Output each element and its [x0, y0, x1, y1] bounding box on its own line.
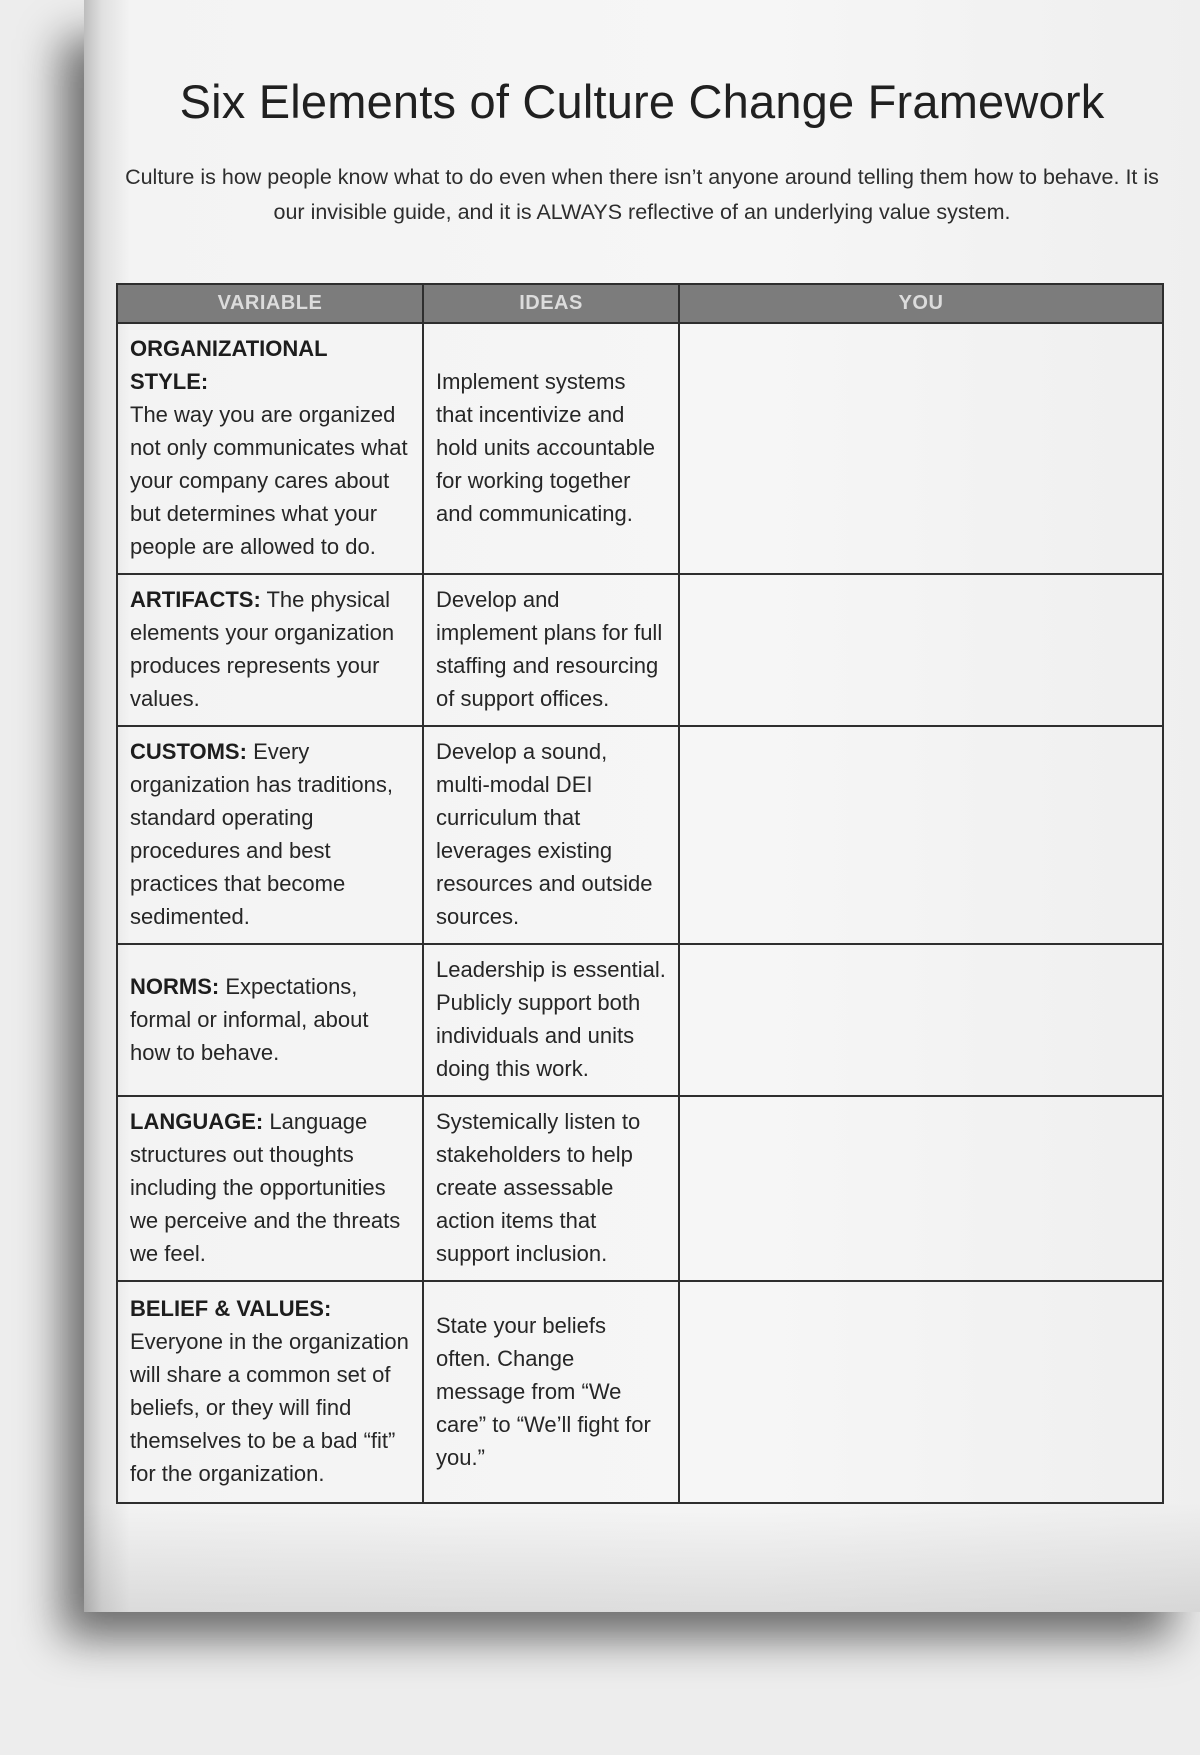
variable-term: BELIEF & VALUES:: [130, 1296, 332, 1321]
header-variable: VARIABLE: [117, 284, 423, 323]
you-cell: [679, 574, 1163, 726]
variable-cell: [117, 726, 423, 944]
variable-term: ARTIFACTS:: [130, 587, 261, 612]
variable-cell: [117, 1281, 423, 1503]
variable-cell: [117, 944, 423, 1096]
variable-description: Expectations, formal or informal, about how to behave.: [130, 973, 369, 1065]
variable-term: CUSTOMS:: [130, 739, 247, 764]
ideas-cell: Leadership is essential. Publicly support both individuals and units doing this work.: [423, 944, 679, 1096]
ideas-cell: Develop and implement plans for full staffing and resourcing of support offices.: [423, 574, 679, 726]
variable-description: The way you are organized not only communicates what your company cares about but determines what your people are allowed to do.: [130, 402, 408, 559]
ideas-cell: Develop a sound, multi-modal DEI curriculum that leverages existing resources and outside sources.: [423, 726, 679, 944]
you-cell: [679, 1281, 1163, 1503]
variable-cell: [117, 323, 423, 574]
ideas-cell: State your beliefs often. Change message from “We care” to “We’ll fight for you.”: [423, 1281, 679, 1503]
header-ideas: IDEAS: [423, 284, 679, 323]
header-row: [117, 284, 1163, 323]
variable-cell: [117, 1096, 423, 1281]
ideas-cell: Systemically listen to stakeholders to help create assessable action items that support inclusion.: [423, 1096, 679, 1281]
variable-description: Every organization has traditions, standard operating procedures and best practices that become sedimented.: [130, 739, 393, 929]
header-you: YOU: [679, 284, 1163, 323]
variable-description: The physical elements your organization produces represents your values.: [130, 587, 395, 711]
you-cell: [679, 1096, 1163, 1281]
page-title: Six Elements of Culture Change Framework: [179, 75, 1105, 128]
table-row: [117, 1281, 1163, 1503]
you-cell: [679, 323, 1163, 574]
table-row: [117, 944, 1163, 1096]
framework-table: [116, 283, 1164, 1504]
variable-cell: [117, 574, 423, 726]
table-row: [117, 1096, 1163, 1281]
ideas-cell: Implement systems that incentivize and hold units accountable for working together and communicating.: [423, 323, 679, 574]
you-cell: [679, 944, 1163, 1096]
variable-description: Language structures out thoughts including the opportunities we perceive and the threats we feel.: [130, 1109, 401, 1266]
variable-term: NORMS:: [130, 973, 220, 999]
variable-term: ORGANIZATIONAL STYLE:: [130, 336, 328, 394]
table-row: [117, 574, 1163, 726]
table-row: [117, 726, 1163, 944]
table-row: [117, 323, 1163, 574]
intro-paragraph: Culture is how people know what to do even when there isn’t anyone around telling them how to behave. It is our invisible guide, and it is ALWAYS reflective of an underlying value system.: [125, 165, 1159, 224]
variable-term: LANGUAGE:: [130, 1109, 264, 1134]
worksheet-page: [84, 0, 1200, 1612]
variable-description: Everyone in the organization will share a common set of beliefs, or they will find themselves to be a bad “fit” for the organization.: [130, 1329, 409, 1486]
you-cell: [679, 726, 1163, 944]
